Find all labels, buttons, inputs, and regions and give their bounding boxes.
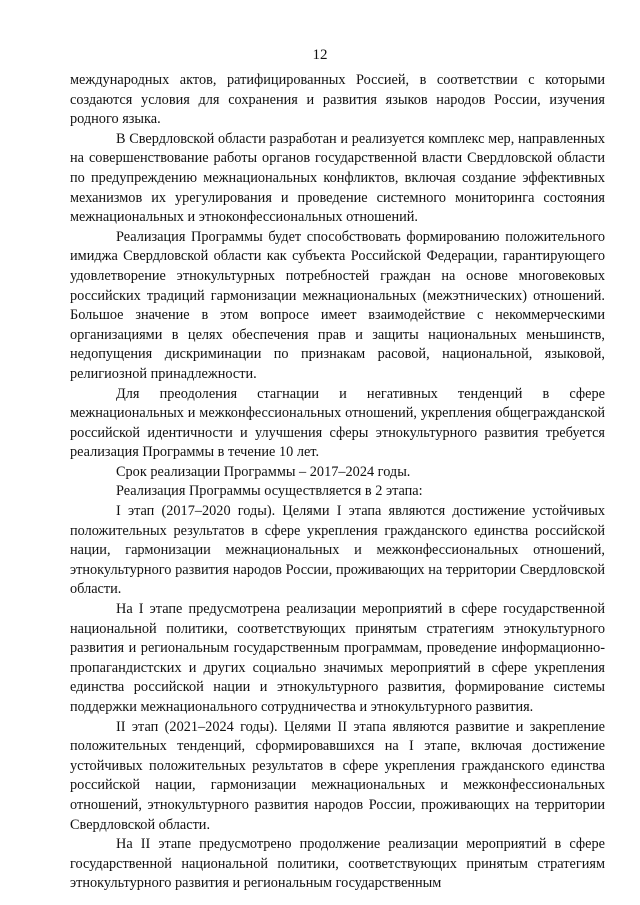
paragraph-4: Для преодоления стагнации и негативных тенденций в сфере межнациональных и межконфессиональных отношений, укрепления общегражданской российской идентичности и улучшения сферы этнокультурного развития требуется реализация Программы в течение 10 лет. [70, 385, 605, 461]
paragraph-1: международных актов, ратифицированных Россией, в соответствии с которыми создаются условия для сохранения и развития языков народов России, изучения родного языка. [70, 72, 605, 128]
paragraph-10: На II этапе предусмотрено продолжение реализации мероприятий в сфере государственной национальной политики, соответствующих принятым стратегиям этнокультурного развития и региональным государственным [70, 836, 605, 892]
paragraph-6: Реализация Программы осуществляется в 2 этапа: [116, 483, 423, 500]
paragraph-7: I этап (2017–2020 годы). Целями I этапа являются достижение устойчивых положительных результатов в сфере укрепления гражданского единства российской нации, гармонизации межнациональных и межконфессиональных отношений, этнокультурного развития народов России, проживающих на территории Свердловской области. [70, 503, 605, 598]
paragraph-9: II этап (2021–2024 годы). Целями II этапа являются развитие и закрепление положительных тенденций, сформировавшихся на I этапе, включая достижение устойчивых положительных результатов в сфере укрепления гражданского единства российской нации, гармонизации межнациональных и межконфессиональных отношений, этнокультурного развития народов России, проживающих на территории Свердловской области. [70, 718, 605, 833]
paragraph-3: Реализация Программы будет способствовать формированию положительного имиджа Свердловской области как субъекта Российской Федерации, гарантирующего удовлетворение этнокультурных потребностей граждан на основе многовековых российских традиций гармонизации межнациональных (межэтнических) отношений. Большое значение в этом вопросе имеет взаимодействие с некоммерческими организациями в целях обеспечения прав и защиты национальных меньшинств, недопущения дискриминации по признакам расовой, национальной, языковой, религиозной принадлежности. [70, 228, 605, 382]
paragraph-5: Срок реализации Программы – 2017–2024 годы. [116, 463, 411, 480]
paragraph-2: В Свердловской области разработан и реализуется комплекс мер, направленных на совершенствование работы органов государственной власти Свердловской области по предупреждению межнациональных конфликтов, включая создание эффективных механизмов их урегулирования и проведение системного мониторинга состояния межнациональных и этноконфессиональных отношений. [70, 130, 605, 226]
paragraph-8: На I этапе предусмотрена реализации мероприятий в сфере государственной национальной политики, соответствующих принятым стратегиям этнокультурного развития и региональным государственным программам, проведение информационно-пропагандистских и других социально значимых мероприятий в сфере укрепления единства российской нации и этнокультурного развития, формирование системы поддержки межнационального сотрудничества и этнокультурного развития. [70, 601, 605, 715]
page-number: 12 [312, 47, 328, 63]
document-body [70, 71, 605, 894]
